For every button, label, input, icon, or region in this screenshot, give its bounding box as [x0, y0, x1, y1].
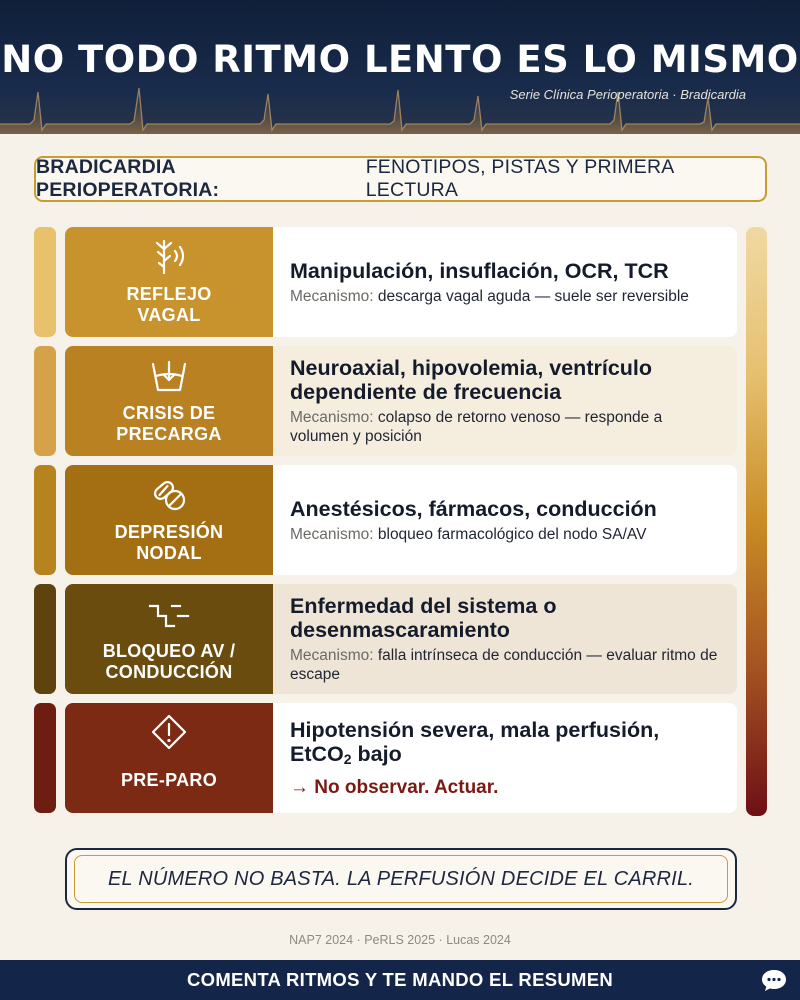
header-banner: [0, 0, 800, 134]
mechanism-text: bloqueo farmacológico del nodo SA/AV: [377, 525, 647, 543]
series-subtitle: Serie Clínica Perioperatoria · Bradicardia: [509, 87, 746, 102]
etco2-prefix: EtCO: [290, 741, 344, 766]
footer-cta: COMENTA RITMOS Y TE MANDO EL RESUMEN: [186, 969, 614, 990]
row-accent-bar: [34, 703, 56, 813]
phenotype-row-preload: [34, 346, 737, 456]
row-mechanism: [290, 287, 721, 306]
section-title-rest: FENOTIPOS, PISTAS Y PRIMERA LECTURA: [365, 156, 674, 201]
category-label: DEPRESIÓN NODAL: [114, 522, 224, 563]
category-label: CRISIS DE PRECARGA: [116, 403, 222, 444]
mechanism-label: Mecanismo:: [290, 409, 374, 426]
section-title-bold: BRADICARDIA PERIOPERATORIA:: [36, 156, 220, 201]
category-block: [65, 465, 273, 575]
references: NAP7 2024 · PeRLS 2025 · Lucas 2024: [289, 933, 511, 947]
mechanism-text: descarga vagal aguda — suele ser reversible: [377, 287, 689, 305]
category-label: PRE-PARO: [120, 770, 218, 790]
pills-icon: [144, 475, 194, 515]
category-block: [65, 584, 273, 694]
phenotype-row-nodal: [34, 465, 737, 575]
conduction-step-icon: [144, 594, 194, 634]
footer-cta-bar: [0, 960, 800, 1000]
chat-bubble-icon[interactable]: [760, 966, 788, 994]
row-action: → No observar. Actuar.: [290, 776, 499, 798]
category-label: REFLEJO VAGAL: [126, 284, 212, 325]
row-accent-bar: [34, 584, 56, 694]
row-mechanism: [290, 408, 721, 446]
mechanism-label: Mecanismo:: [290, 287, 374, 305]
warning-diamond-icon: [144, 713, 194, 753]
category-block: [65, 346, 273, 456]
etco2-suffix: bajo: [351, 741, 402, 766]
row-content: [273, 346, 737, 456]
key-message: EL NÚMERO NO BASTA. LA PERFUSIÓN DECIDE EL CARRIL.: [74, 855, 728, 903]
mechanism-label: Mecanismo:: [290, 647, 374, 664]
row-content: [273, 227, 737, 337]
row-content: [273, 465, 737, 575]
mechanism-label: Mecanismo:: [290, 525, 374, 543]
severity-gradient-bar: [746, 227, 767, 816]
row-headline-line1: Hipotensión severa, mala perfusión,: [290, 717, 660, 742]
category-block: [65, 703, 273, 813]
preload-drop-icon: [144, 356, 194, 396]
row-content: [273, 703, 737, 813]
row-headline: Anestésicos, fármacos, conducción: [290, 496, 657, 521]
row-mechanism: [290, 646, 721, 684]
row-accent-bar: [34, 227, 56, 337]
category-label: BLOQUEO AV / CONDUCCIÓN: [102, 641, 236, 682]
row-headline: Neuroaxial, hipovolemia, ventrículo dependiente de frecuencia: [290, 356, 653, 404]
row-content: [273, 584, 737, 694]
page-title: NO TODO RITMO LENTO ES LO MISMO: [1, 38, 799, 81]
mechanism-text: falla intrínseca de conducción — evaluar ritmo de escape: [290, 647, 718, 683]
phenotype-row-pre-arrest: [34, 703, 737, 813]
row-headline: [290, 718, 721, 771]
etco2-subscript: 2: [343, 750, 352, 767]
row-mechanism: [290, 525, 721, 544]
mechanism-text: colapso de retorno venoso — responde a volumen y posición: [290, 409, 663, 445]
category-block: [65, 227, 273, 337]
phenotype-row-vagal: [34, 227, 737, 337]
phenotype-row-av-block: [34, 584, 737, 694]
vagal-nerve-icon: [144, 237, 194, 277]
row-accent-bar: [34, 346, 56, 456]
section-title: [34, 156, 767, 202]
row-accent-bar: [34, 465, 56, 575]
row-headline: Manipulación, insuflación, OCR, TCR: [290, 258, 669, 283]
key-message-box: [65, 848, 737, 910]
row-headline: Enfermedad del sistema o desenmascaramiento: [290, 594, 557, 642]
